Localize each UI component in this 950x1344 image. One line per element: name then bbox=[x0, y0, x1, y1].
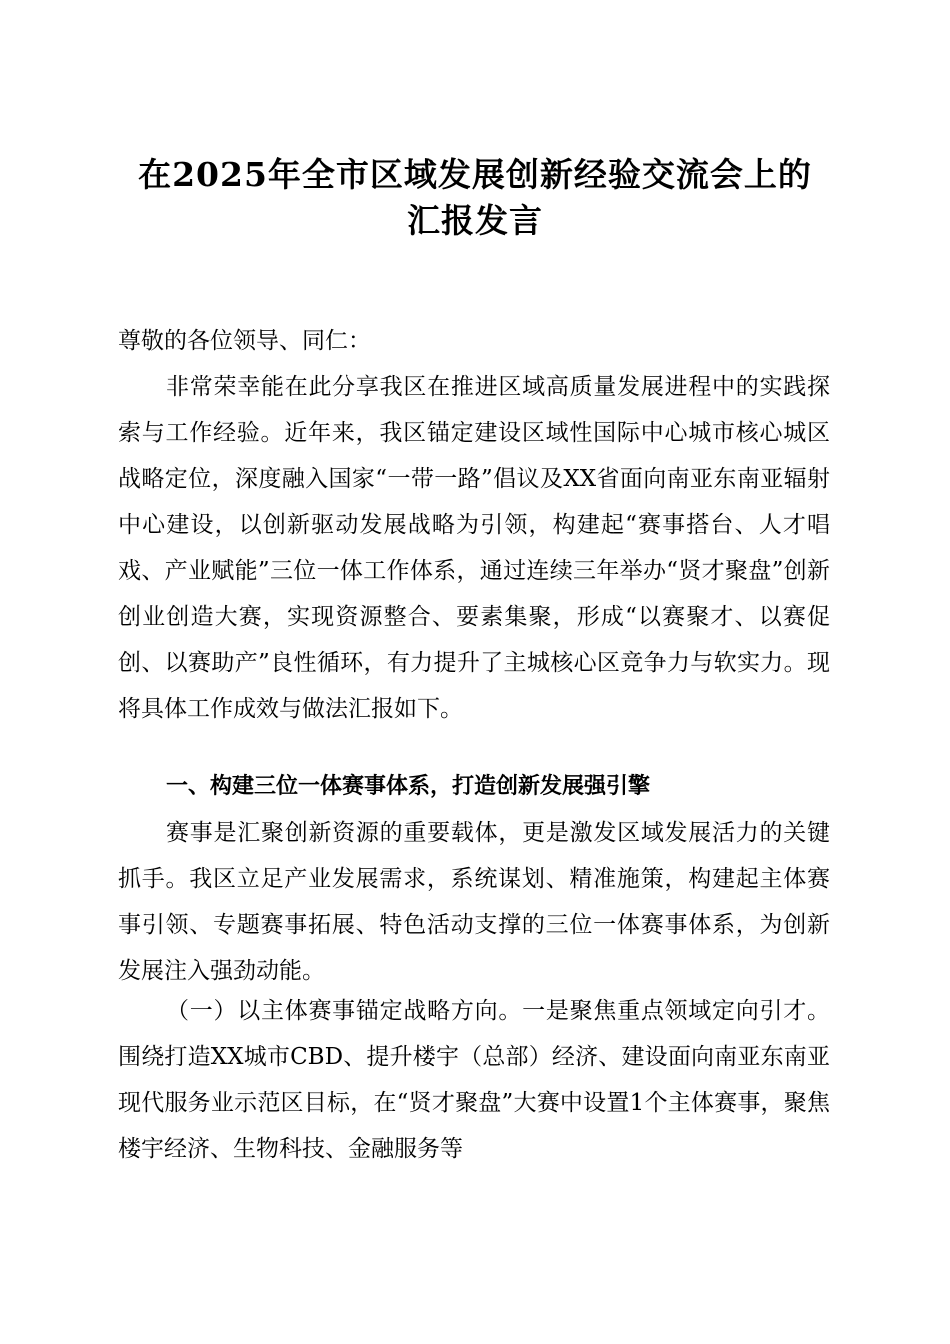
salutation: 尊敬的各位领导、同仁： bbox=[118, 328, 371, 354]
paragraph-subsection-1: （一）以主体赛事锚定战略方向。一是聚焦重点领域定向引才。围绕打造XX城市CBD、提升楼宇（总部）经济、建设面向南亚东南亚现代服务业示范区目标，在“贤才聚盘”大赛中设置1个主体赛事，聚焦楼宇经济、生物科技、金融服务等 bbox=[118, 998, 830, 1162]
document-title-line-2: 汇报发言 bbox=[407, 201, 543, 240]
paragraph-intro: 非常荣幸能在此分享我区在推进区域高质量发展进程中的实践探索与工作经验。近年来，我区锚定建设区域性国际中心城市核心城区战略定位，深度融入国家“一带一路”倡议及XX省面向南亚东南亚辐射中心建设，以创新驱动发展战略为引领，构建起“赛事搭台、人才唱戏、产业赋能”三位一体工作体系，通过连续三年举办“贤才聚盘”创新创业创造大赛，实现资源整合、要素集聚，形成“以赛聚才、以赛促创、以赛助产”良性循环，有力提升了主城核心区竞争力与软实力。现将具体工作成效与做法汇报如下。 bbox=[118, 374, 830, 722]
paragraph-section-1: 赛事是汇聚创新资源的重要载体，更是激发区域发展活力的关键抓手。我区立足产业发展需求，系统谋划、精准施策，构建起主体赛事引领、专题赛事拓展、特色活动支撑的三位一体赛事体系，为创新发展注入强劲动能。 bbox=[118, 820, 830, 984]
document-title-line-1: 在2025年全市区域发展创新经验交流会上的 bbox=[138, 155, 812, 194]
section-heading-1: 一、构建三位一体赛事体系，打造创新发展强引擎 bbox=[166, 774, 651, 799]
